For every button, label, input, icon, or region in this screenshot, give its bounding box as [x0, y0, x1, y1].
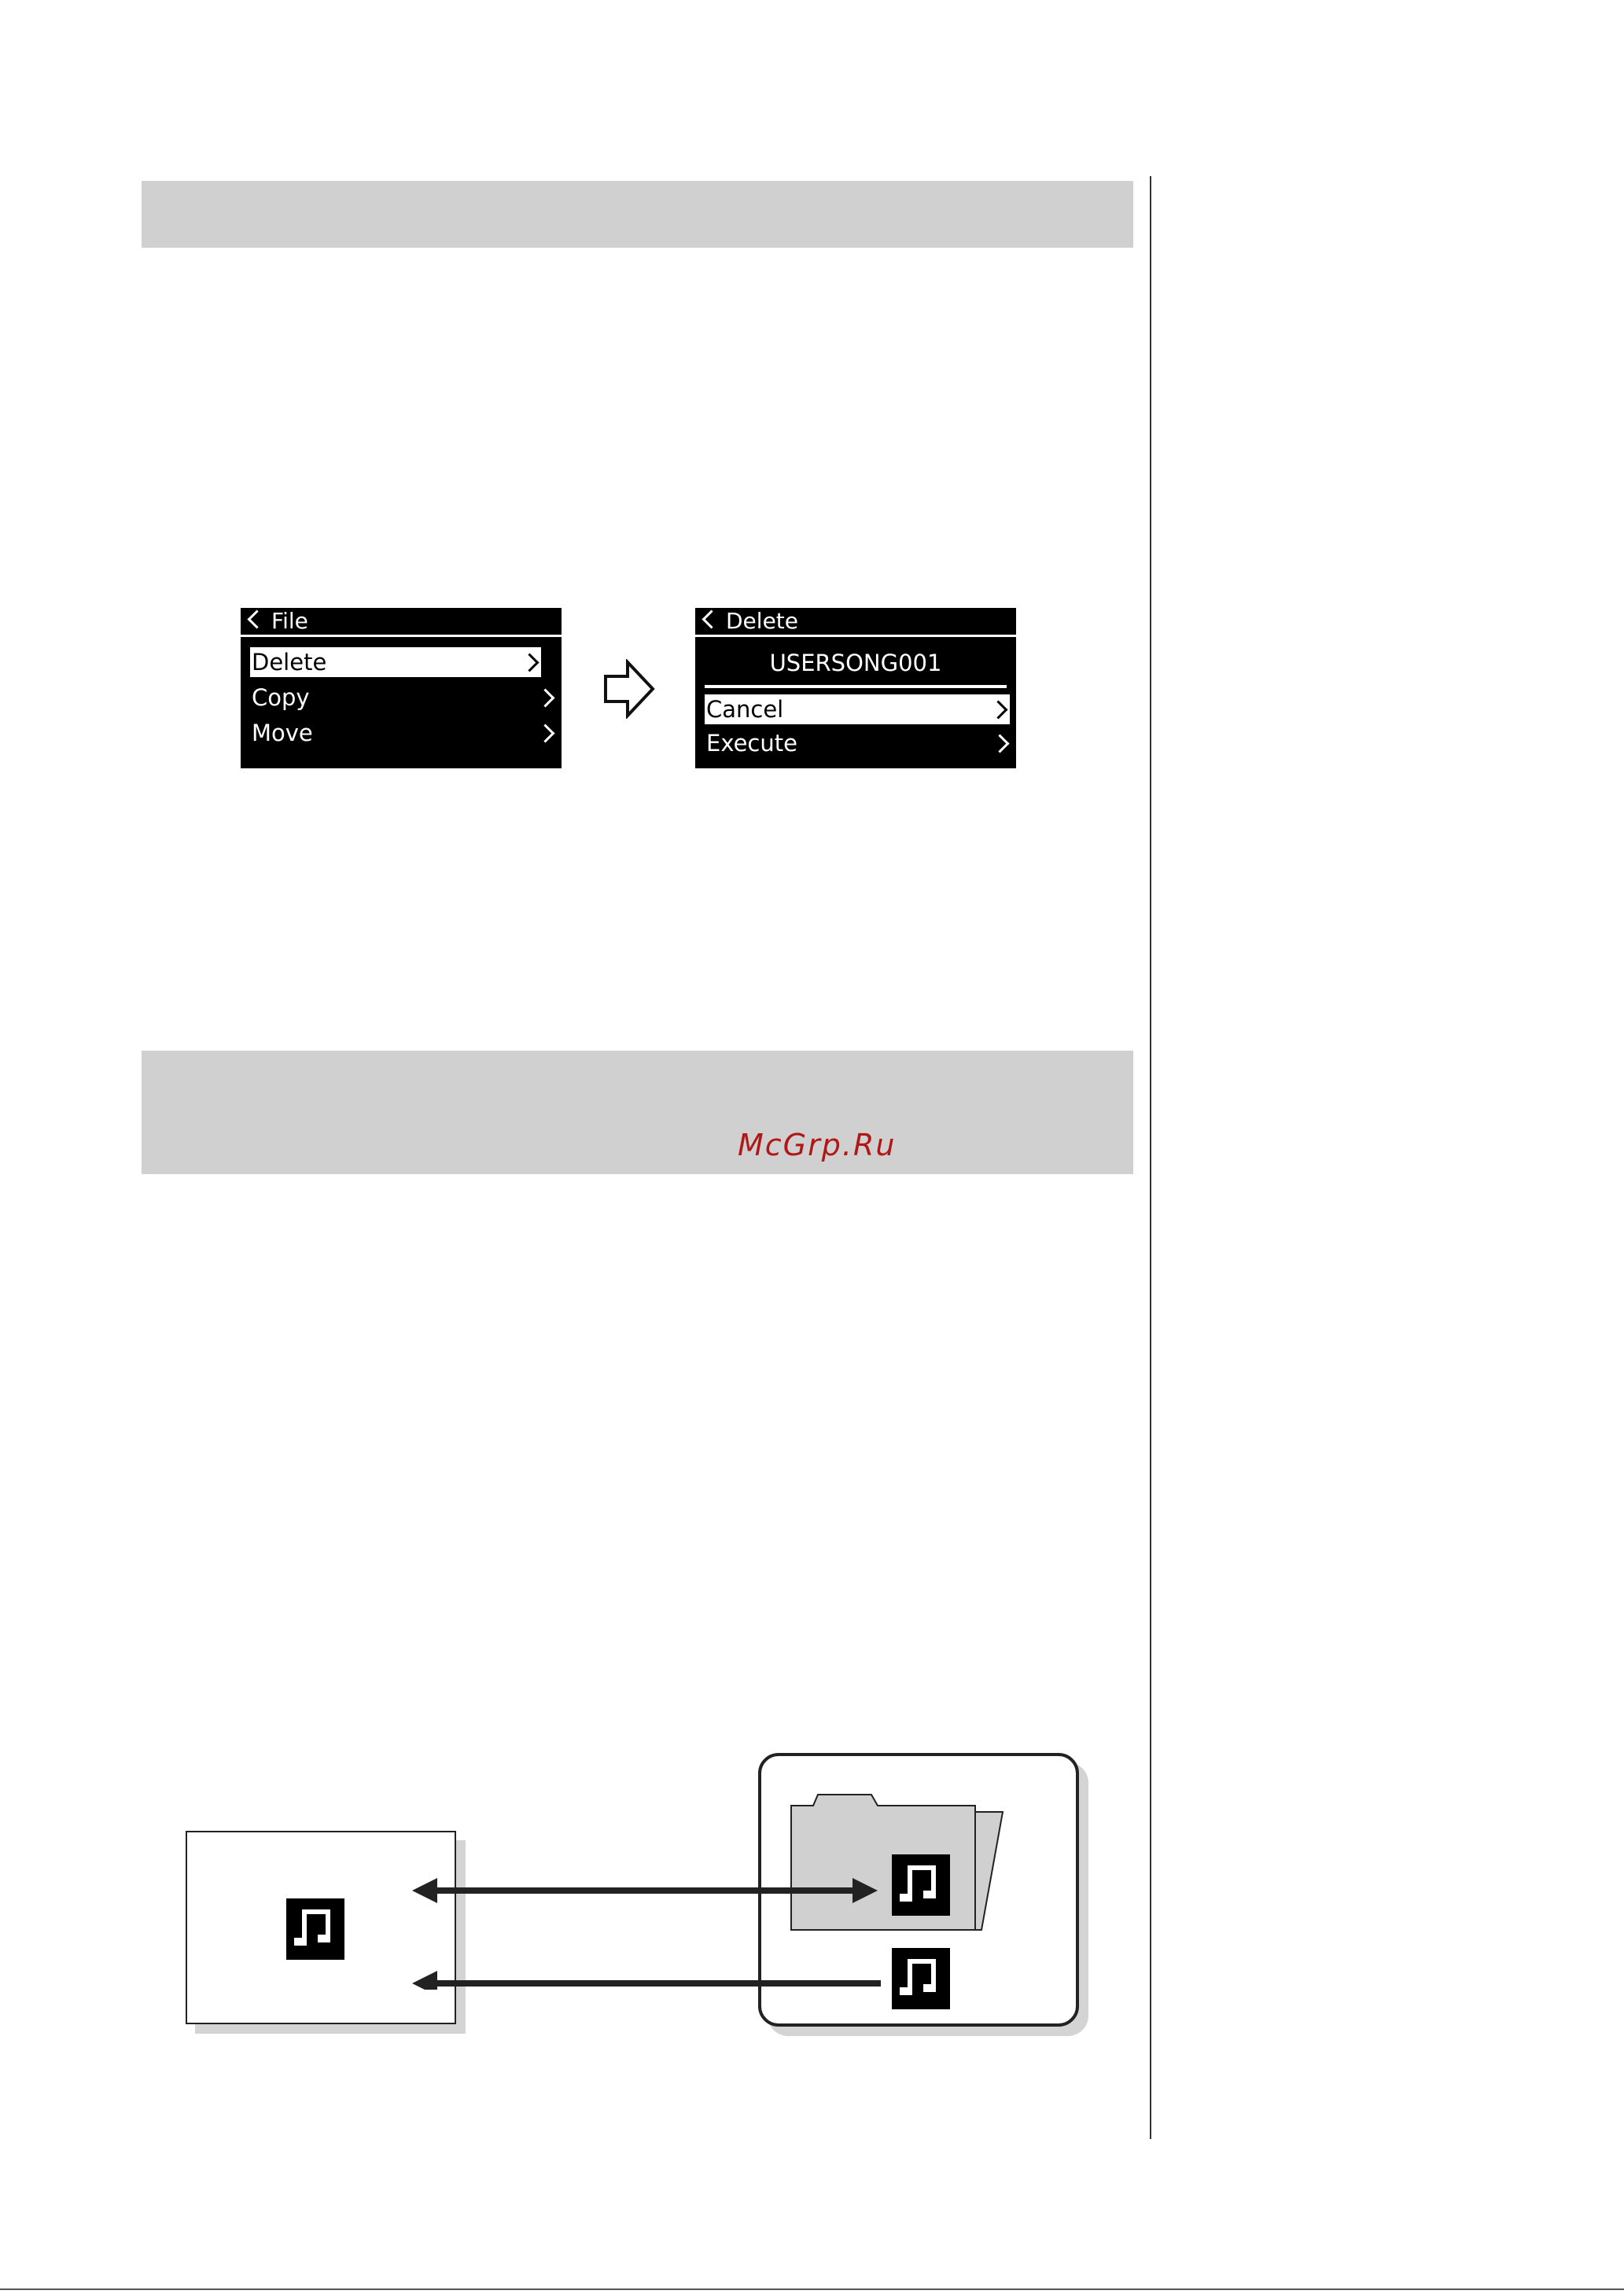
chevron-right-icon	[989, 700, 1007, 719]
section-header-band-middle	[142, 1051, 1133, 1174]
menu-item-cancel[interactable]: Cancel	[705, 694, 1010, 724]
lcd-header	[241, 608, 562, 637]
music-note-icon	[892, 1854, 950, 1916]
hollow-right-arrow-icon	[602, 659, 656, 719]
lcd-screen-file	[241, 608, 562, 768]
lcd-title: File	[271, 608, 308, 634]
menu-item-copy[interactable]: Copy	[250, 683, 541, 713]
song-name: USERSONG001	[769, 650, 942, 676]
transfer-arrows	[409, 1864, 881, 1990]
page-bottom-rule	[0, 2288, 1624, 2290]
chevron-right-icon	[536, 688, 554, 707]
menu-item-delete[interactable]: Delete	[250, 647, 541, 677]
lcd-screen-delete	[695, 608, 1016, 768]
watermark: McGrp.Ru	[738, 1128, 897, 1162]
chevron-right-icon	[536, 724, 554, 742]
lcd-divider	[705, 685, 1007, 688]
back-chevron-icon	[247, 609, 266, 628]
double-arrow-icon	[412, 1878, 878, 1903]
chevron-right-icon	[990, 734, 1009, 753]
music-note-icon	[892, 1948, 950, 2009]
back-chevron-icon	[702, 609, 720, 628]
music-note-icon	[286, 1898, 344, 1960]
lcd-header	[695, 608, 1016, 637]
menu-item-execute[interactable]: Execute	[705, 728, 996, 758]
lcd-title: Delete	[726, 608, 798, 634]
left-arrow-icon	[412, 1971, 881, 1990]
menu-item-move[interactable]: Move	[250, 718, 541, 748]
chevron-right-icon	[520, 653, 539, 672]
section-header-band-top	[142, 181, 1133, 248]
page-margin-rule	[1150, 176, 1151, 2139]
